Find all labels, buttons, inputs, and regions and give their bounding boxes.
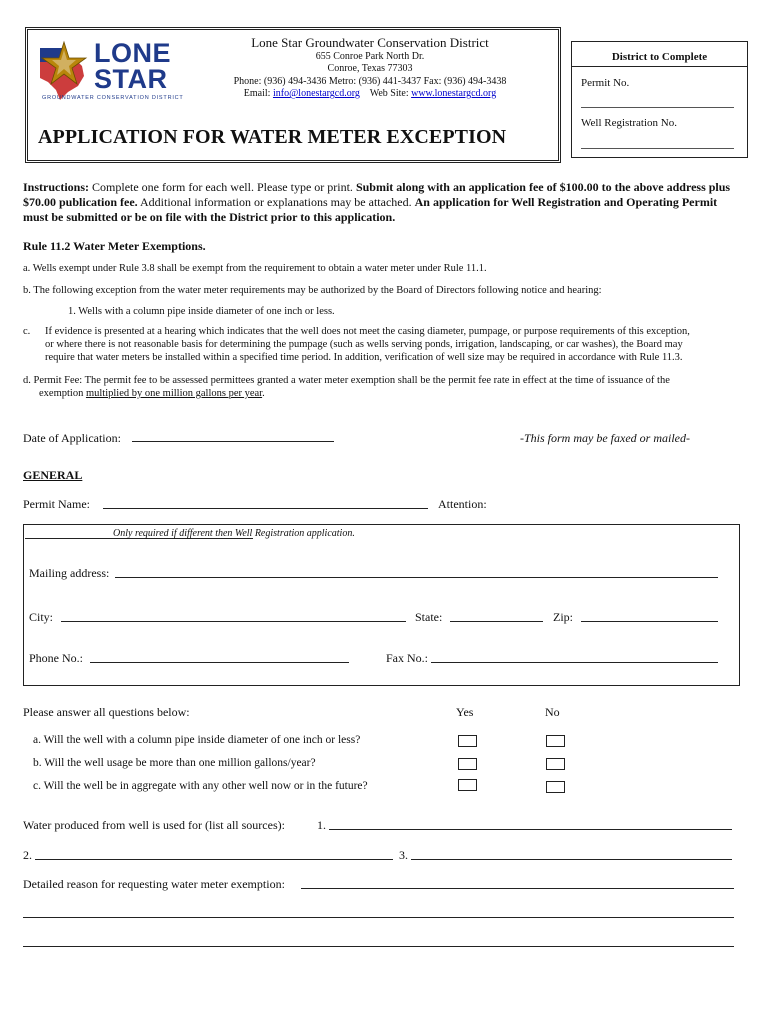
question-c-yes-checkbox[interactable] <box>458 779 477 791</box>
zip-label: Zip: <box>553 610 573 624</box>
state-label: State: <box>415 610 443 624</box>
date-of-application-field[interactable] <box>132 441 334 442</box>
fax-note: -This form may be faxed or mailed- <box>520 431 690 445</box>
exemption-reason-field-line-2[interactable] <box>23 917 734 918</box>
rule-item-c: c. If evidence is presented at a hearing which indicates that the well does not meet the casing diameter, pumpage, or purpose requirements of this exception, or where there is not reasonable basis for determining the pumpage (such as wells serving ponds, irrigation, landscaping, or car washes), the Board may require that water meters be installed within a specified time period. In addition, verification of well size may be required in accordance with Rule 11.3. <box>23 326 690 363</box>
org-name: Lone Star Groundwater Conservation District <box>251 35 489 50</box>
exemption-reason-field[interactable] <box>301 888 734 889</box>
rule-title: Rule 11.2 Water Meter Exemptions. <box>23 239 206 253</box>
city-field[interactable] <box>61 621 406 622</box>
question-b: b. Will the well usage be more than one million gallons/year? <box>33 757 316 769</box>
state-field[interactable] <box>450 621 543 622</box>
source-2-field[interactable] <box>35 859 393 860</box>
rule-item-d: d. Permit Fee: The permit fee to be assessed permittees granted a water meter exemption shall be the permit fee rate in effect at the time of issuance of the exemption multiplied by one million gallons per year. <box>23 375 670 399</box>
source-3-label: 3. <box>399 848 408 862</box>
general-section-title: GENERAL <box>23 468 83 482</box>
logo-subtitle: GROUNDWATER CONSERVATION DISTRICT <box>42 95 184 101</box>
no-column-label: No <box>545 705 560 719</box>
fax-field[interactable] <box>431 662 718 663</box>
question-c: c. Will the well be in aggregate with any other well now or in the future? <box>33 780 368 792</box>
source-3-field[interactable] <box>411 859 732 860</box>
website-link[interactable]: www.lonestargcd.org <box>411 88 497 99</box>
city-label: City: <box>29 610 54 624</box>
question-a-no-checkbox[interactable] <box>546 735 565 747</box>
rule-item-a: a. Wells exempt under Rule 3.8 shall be exempt from the requirement to obtain a water meter under Rule 11.1. <box>23 263 487 274</box>
question-b-yes-checkbox[interactable] <box>458 758 477 770</box>
questions-intro: Please answer all questions below: <box>23 705 190 719</box>
question-a: a. Will the well with a column pipe inside diameter of one inch or less? <box>33 734 361 746</box>
zip-field[interactable] <box>581 621 718 622</box>
water-use-label: Water produced from well is used for (list all sources): <box>23 818 285 832</box>
rule-item-b1: 1. Wells with a column pipe inside diameter of one inch or less. <box>68 306 335 317</box>
org-contact-block <box>205 37 535 101</box>
district-box-title: District to Complete <box>611 51 708 63</box>
yes-column-label: Yes <box>456 705 474 719</box>
mail-note: Only required if different then Well Registration application. <box>113 528 355 539</box>
well-registration-field[interactable] <box>581 148 734 149</box>
instructions-paragraph: Instructions: Complete one form for each well. Please type or print. Submit along with an application fee of $100.00 to the above address plus $70.00 publication fee. Additional information or explanations may be attached. An application for Well Registration and Operating Permit must be submitted or be on file with the District prior to this application. <box>23 180 731 224</box>
mailing-address-label: Mailing address: <box>29 566 110 580</box>
org-city-state: Conroe, Texas 77303 <box>327 63 413 74</box>
source-2-label: 2. <box>23 848 32 862</box>
org-phones: Phone: (936) 494-3436 Metro: (936) 441-3437 Fax: (936) 494-3438 <box>233 75 507 87</box>
date-of-application-label: Date of Application: <box>23 431 121 445</box>
logo-text-star: STAR <box>94 64 168 94</box>
permit-no-label: Permit No. <box>581 77 630 89</box>
question-c-no-checkbox[interactable] <box>546 781 565 793</box>
permit-no-field[interactable] <box>581 107 734 108</box>
question-b-no-checkbox[interactable] <box>546 758 565 770</box>
phone-label: Phone No.: <box>29 651 83 665</box>
question-a-yes-checkbox[interactable] <box>458 735 477 747</box>
form-title: APPLICATION FOR WATER METER EXCEPTION <box>38 126 507 148</box>
lone-star-logo <box>38 40 188 102</box>
well-registration-label: Well Registration No. <box>581 117 677 129</box>
mailing-address-field[interactable] <box>115 577 718 578</box>
exemption-reason-label: Detailed reason for requesting water meter exemption: <box>23 877 285 891</box>
phone-field[interactable] <box>90 662 349 663</box>
attention-label: Attention: <box>438 497 487 511</box>
permit-name-label: Permit Name: <box>23 497 90 511</box>
logo-text-lone: LONE <box>94 38 172 68</box>
source-1-field[interactable] <box>329 829 732 830</box>
source-1-label: 1. <box>317 818 326 832</box>
org-email-web: Email: info@lonestargcd.org Web Site: www.lonestargcd.org <box>243 88 497 99</box>
rule-item-b: b. The following exception from the water meter requirements may be authorized by the Board of Directors following notice and hearing: <box>23 285 602 296</box>
exemption-reason-field-line-3[interactable] <box>23 946 734 947</box>
district-box-divider <box>572 66 747 67</box>
permit-name-field[interactable] <box>103 508 428 509</box>
email-link[interactable]: info@lonestargcd.org <box>272 88 360 99</box>
fax-label: Fax No.: <box>386 651 428 665</box>
org-address: 655 Conroe Park North Dr. <box>315 50 425 62</box>
